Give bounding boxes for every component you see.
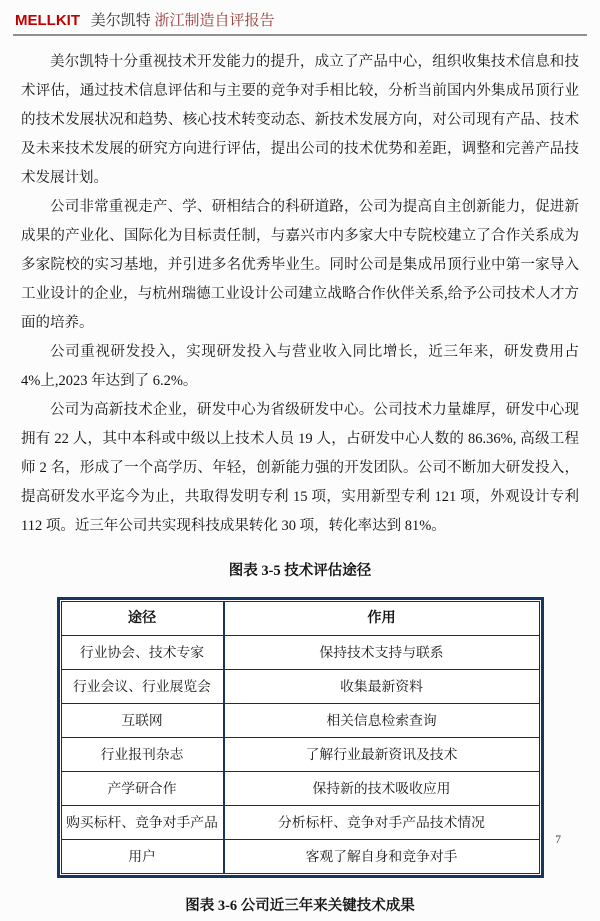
column-header-approach: 途径 (61, 602, 224, 636)
table-row (61, 704, 539, 738)
cell-function: 了解行业最新资讯及技术 (224, 738, 539, 772)
tech-evaluation-table (61, 601, 540, 874)
table-row (61, 840, 539, 874)
column-header-function: 作用 (224, 602, 539, 636)
page-number: 7 (555, 834, 561, 846)
body-text (21, 36, 579, 921)
table-row (61, 772, 539, 806)
cell-approach: 行业会议、行业展览会 (61, 670, 224, 704)
table-row (61, 636, 539, 670)
cell-approach: 用户 (61, 840, 224, 874)
cell-approach: 产学研合作 (61, 772, 224, 806)
page-header (13, 0, 587, 36)
figure-3-6-caption: 图表 3-6 公司近三年来关键技术成果 (185, 898, 415, 914)
cell-approach: 行业报刊杂志 (61, 738, 224, 772)
paragraph-tech-development: 美尔凯特十分重视技术开发能力的提升，成立了产品中心，组织收集技术信息和技术评估，通过技术信息评估和与主要的竞争对手相比较，分析当前国内外集成吊顶行业的技术发展状况和趋势、核心技术转变动态、新技术发展方向，对公司现有产品、技术及未来技术发展的研究方向进行评估，提出公司的技术优势和差距，调整和完善产品技术发展计划。 (21, 54, 579, 186)
paragraph-rd-center: 公司为高新技术企业，研发中心为省级研发中心。公司技术力量雄厚，研发中心现拥有 22 人，其中本科或中级以上技术人员 19 人，占研发中心人数的 86.36%, 高级工程师 2 名，形成了一个高学历、年轻，创新能力强的开发团队。公司不断加大研发投入，提高研发水平迄今为止，共取得发明专利 15 项，实用新型专利 121 项，外观设计专利 112 项。近三年公司共实现科技成果转化 30 项，转化率达到 81%。 (21, 402, 579, 534)
header-company-name: 美尔凯特 (90, 13, 151, 29)
table-header-row (61, 602, 539, 636)
cell-function: 保持技术支持与联系 (224, 636, 539, 670)
table-row (61, 670, 539, 704)
tech-evaluation-table-frame (57, 597, 544, 878)
header-report-title: 浙江制造自评报告 (154, 13, 275, 29)
brand-logo-text: MELLKIT (15, 12, 80, 29)
cell-approach: 互联网 (61, 704, 224, 738)
cell-approach: 行业协会、技术专家 (61, 636, 224, 670)
cell-function: 相关信息检索查询 (224, 704, 539, 738)
figure-3-5-caption: 图表 3-5 技术评估途径 (228, 563, 372, 579)
cell-function: 保持新的技术吸收应用 (224, 772, 539, 806)
cell-approach: 购买标杆、竞争对手产品 (61, 806, 224, 840)
table-row (61, 738, 539, 772)
cell-function: 收集最新资料 (224, 670, 539, 704)
paragraph-rd-investment: 公司重视研发投入，实现研发投入与营业收入同比增长，近三年来，研发费用占 4%上,2023 年达到了 6.2%。 (21, 344, 579, 389)
table-row (61, 806, 539, 840)
paragraph-research-cooperation: 公司非常重视走产、学、研相结合的科研道路，公司为提高自主创新能力，促进新成果的产业化、国际化为目标责任制，与嘉兴市内多家大中专院校建立了合作关系成为多家院校的实习基地，并引进多名优秀毕业生。同时公司是集成吊顶行业中第一家导入工业设计的企业，与杭州瑞德工业设计公司建立战略合作伙伴关系,给予公司技术人才方面的培养。 (21, 199, 579, 331)
cell-function: 客观了解自身和竞争对手 (224, 840, 539, 874)
cell-function: 分析标杆、竞争对手产品技术情况 (224, 806, 539, 840)
